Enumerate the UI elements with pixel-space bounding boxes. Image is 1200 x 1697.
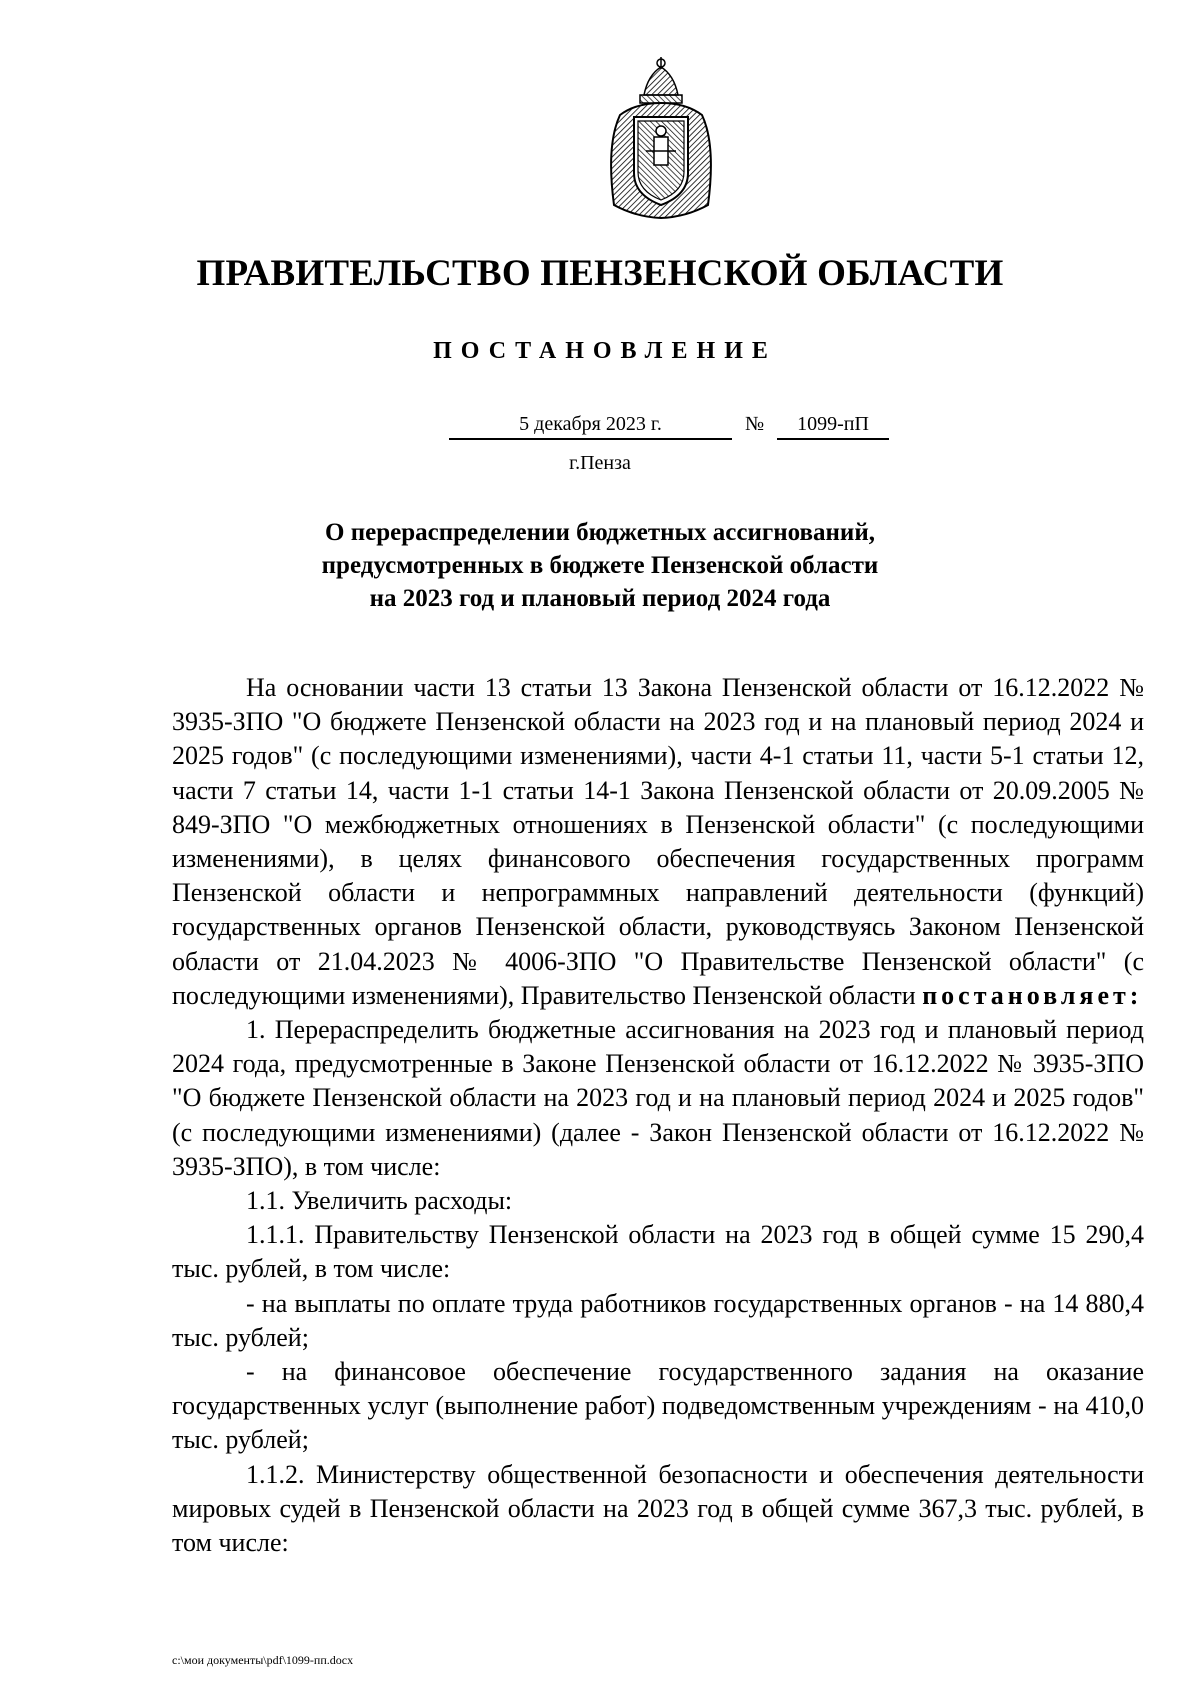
document-number: 1099-пП <box>777 410 889 440</box>
paragraph-1-1: 1.1. Увеличить расходы: <box>246 1186 513 1216</box>
document-city: г.Пенза <box>569 452 631 474</box>
file-path-footer: c:\мои документы\pdf\1099-пп.docx <box>172 1653 354 1667</box>
preamble-paragraph <box>172 671 1144 1013</box>
government-title: ПРАВИТЕЛЬСТВО ПЕНЗЕНСКОЙ ОБЛАСТИ <box>196 253 1004 294</box>
subject-line-1: О перераспределении бюджетных ассигнований, <box>325 519 875 546</box>
paragraph-1-1-1: 1.1.1. Правительству Пензенской области на 2023 год в общей сумме 15 290,4 тыс. рублей, в том числе: <box>172 1220 1144 1284</box>
preamble-text: На основании части 13 статьи 13 Закона Пензенской области от 16.12.2022 № 3935-ЗПО "О бюджете Пензенской области на 2023 год и на плановый период 2024 и 2025 годов" (с последующими изменениями), части 4-1 статьи 11, части 5-1 статьи 12, части 7 статьи 14, части 1-1 статьи 14-1 Закона Пензенской области от 20.09.2005 № 849-ЗПО "О межбюджетных отношениях в Пензенской области" (с последующими изменениями), в целях финансового обеспечения государственных программ Пензенской области и непрограммных направлений деятельности (функций) государственных органов Пензенской области, руководствуясь Законом Пензенской области от 21.04.2023 № 4006-ЗПО "О Правительстве Пензенской области" (с последующими изменениями), Правительство Пензенской области <box>172 673 1144 1010</box>
document-date: 5 декабря 2023 г. <box>449 410 732 440</box>
paragraph-1-1-2: 1.1.2. Министерству общественной безопасности и обеспечения деятельности мировых судей в Пензенской области на 2023 год в общей сумме 367,3 тыс. рублей, в том числе: <box>172 1459 1144 1558</box>
paragraph-1: 1. Перераспределить бюджетные ассигнования на 2023 год и плановый период 2024 года, предусмотренные в Законе Пензенской области от 16.12.2022 № 3935-ЗПО "О бюджете Пензенской области на 2023 год и на плановый период 2024 и 2025 годов" (с последующими изменениями) (далее - Закон Пензенской области от 16.12.2022 № 3935-ЗПО), в том числе: <box>172 1015 1144 1181</box>
decree-keyword: постановляет: <box>922 980 1143 1010</box>
document-body <box>172 671 1144 1560</box>
coat-of-arms-emblem <box>606 55 716 220</box>
subject-line-2: предусмотренных в бюджете Пензенской области <box>321 552 879 579</box>
subject-line-3: на 2023 год и плановый период 2024 года <box>369 585 831 612</box>
paragraph-item-state-task: - на финансовое обеспечение государственного задания на оказание государственных услуг (выполнение работ) подведомственным учреждениям - на 410,0 тыс. рублей; <box>172 1357 1144 1455</box>
number-sign: № <box>745 413 765 435</box>
paragraph-item-salaries: - на выплаты по оплате труда работников государственных органов - на 14 880,4 тыс. рублей; <box>172 1288 1144 1352</box>
document-type: ПОСТАНОВЛЕНИЕ <box>433 338 777 364</box>
document-subject <box>250 516 950 615</box>
